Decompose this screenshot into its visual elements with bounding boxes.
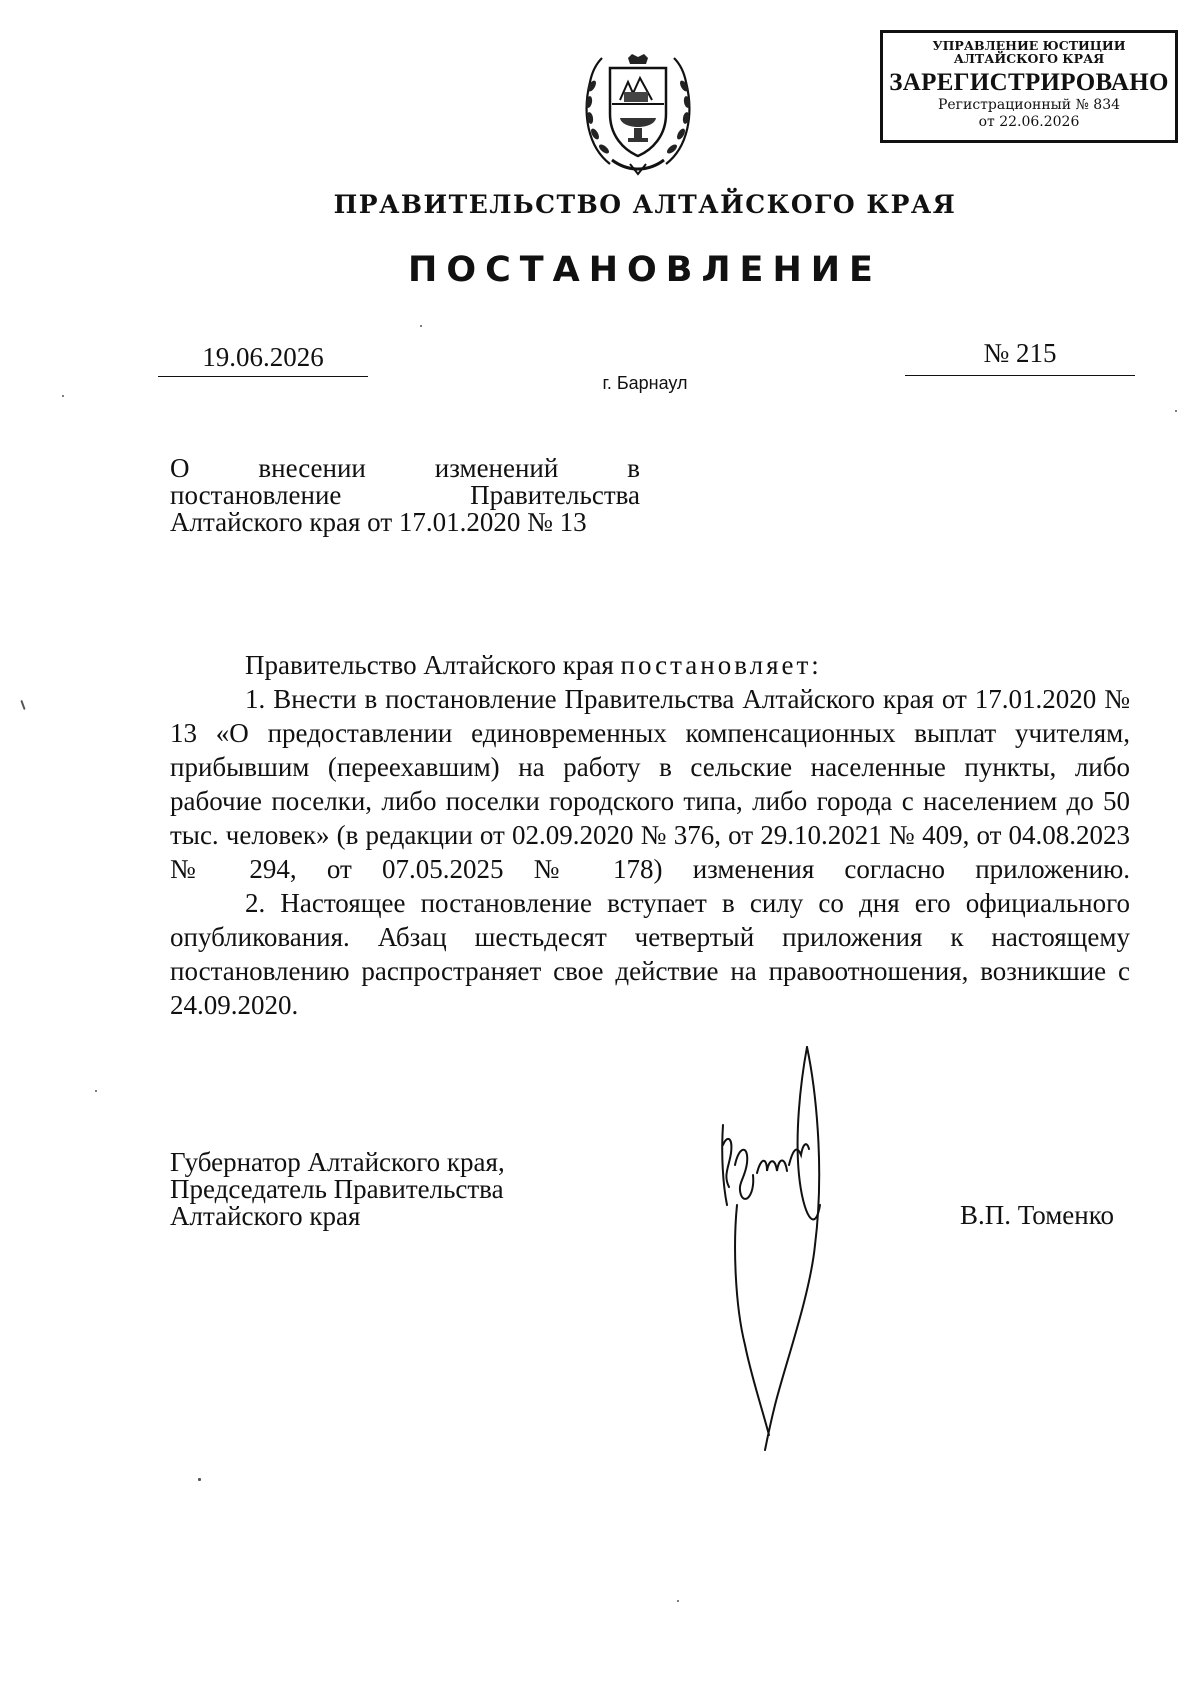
body-item-1: 1. Внести в постановление Правительства Алтайского края от 17.01.2020 № 13 «О предоставлении единовременных компенсационных выплат учителям, прибывшим (переехавшим) на работу в сельские населенные пункты, либо рабочие поселки, либо поселки городского типа, либо города с населением до 50 тыс. человек» (в редакции от 02.09.2020 № 376, от 29.10.2021 № 409, от 04.08.2023 № 294, от 07.05.2025 № 178) изменения согласно приложению.: [170, 684, 1130, 884]
subject-word: изменений: [434, 453, 559, 483]
body-intro-verb: постановляет:: [620, 650, 822, 680]
scan-speck: [1175, 410, 1177, 412]
coat-of-arms-icon: [580, 52, 696, 176]
scan-speck: [62, 395, 64, 397]
signatory-name: В.П. Томенко: [960, 1200, 1114, 1230]
document-number: № 215: [905, 338, 1135, 376]
subject-word: О: [170, 453, 190, 483]
subject-word: Правительства: [470, 480, 640, 510]
stamp-department: [883, 39, 1175, 65]
subject-line2: [170, 482, 640, 509]
stamp-department-line2: АЛТАЙСКОГО КРАЯ: [953, 51, 1105, 66]
subject-line1: [170, 455, 640, 482]
scan-speck: [420, 325, 422, 327]
government-name: ПРАВИТЕЛЬСТВО АЛТАЙСКОГО КРАЯ: [333, 190, 957, 219]
document-body: [170, 648, 1130, 1022]
signatory-title-line1: Губернатор Алтайского края,: [170, 1147, 505, 1177]
stamp-reg-date: от 22.06.2026: [978, 114, 1080, 130]
body-intro-prefix: Правительство Алтайского края: [245, 650, 621, 680]
stamp-reg-number: Регистрационный № 834: [937, 97, 1121, 113]
signatory-title-line3: Алтайского края: [170, 1201, 361, 1231]
subject-word: внесении: [258, 453, 366, 483]
stamp-status: ЗАРЕГИСТРИРОВАНО: [889, 69, 1169, 96]
stamp-department-line1: УПРАВЛЕНИЕ ЮСТИЦИИ: [932, 38, 1126, 53]
document-date: 19.06.2026: [158, 342, 368, 377]
body-item-2: 2. Настоящее постановление вступает в силу со дня его официального опубликования. Абзац шестьдесят четвертый приложения к настоящему постановлению распространяет свое действие на правоотношения, возникшие с 24.09.2020.: [170, 888, 1130, 1020]
scan-speck: [198, 1478, 201, 1481]
handwritten-signature: [715, 1045, 850, 1455]
scan-speck: [95, 1090, 97, 1092]
registration-stamp: [880, 30, 1178, 143]
signatory-title: [170, 1149, 505, 1230]
document-city: г. Барнаул: [602, 373, 688, 393]
scan-speck: [677, 1600, 679, 1602]
document-type: ПОСТАНОВЛЕНИЕ: [408, 250, 882, 290]
body-intro: [170, 648, 1130, 682]
signatory-title-line2: Председатель Правительства: [170, 1174, 504, 1204]
subject-line3: Алтайского края от 17.01.2020 № 13: [170, 507, 587, 537]
subject-word: в: [627, 453, 640, 483]
scan-speck: [20, 700, 25, 710]
document-subject: [170, 455, 640, 536]
subject-word: постановление: [170, 480, 342, 510]
